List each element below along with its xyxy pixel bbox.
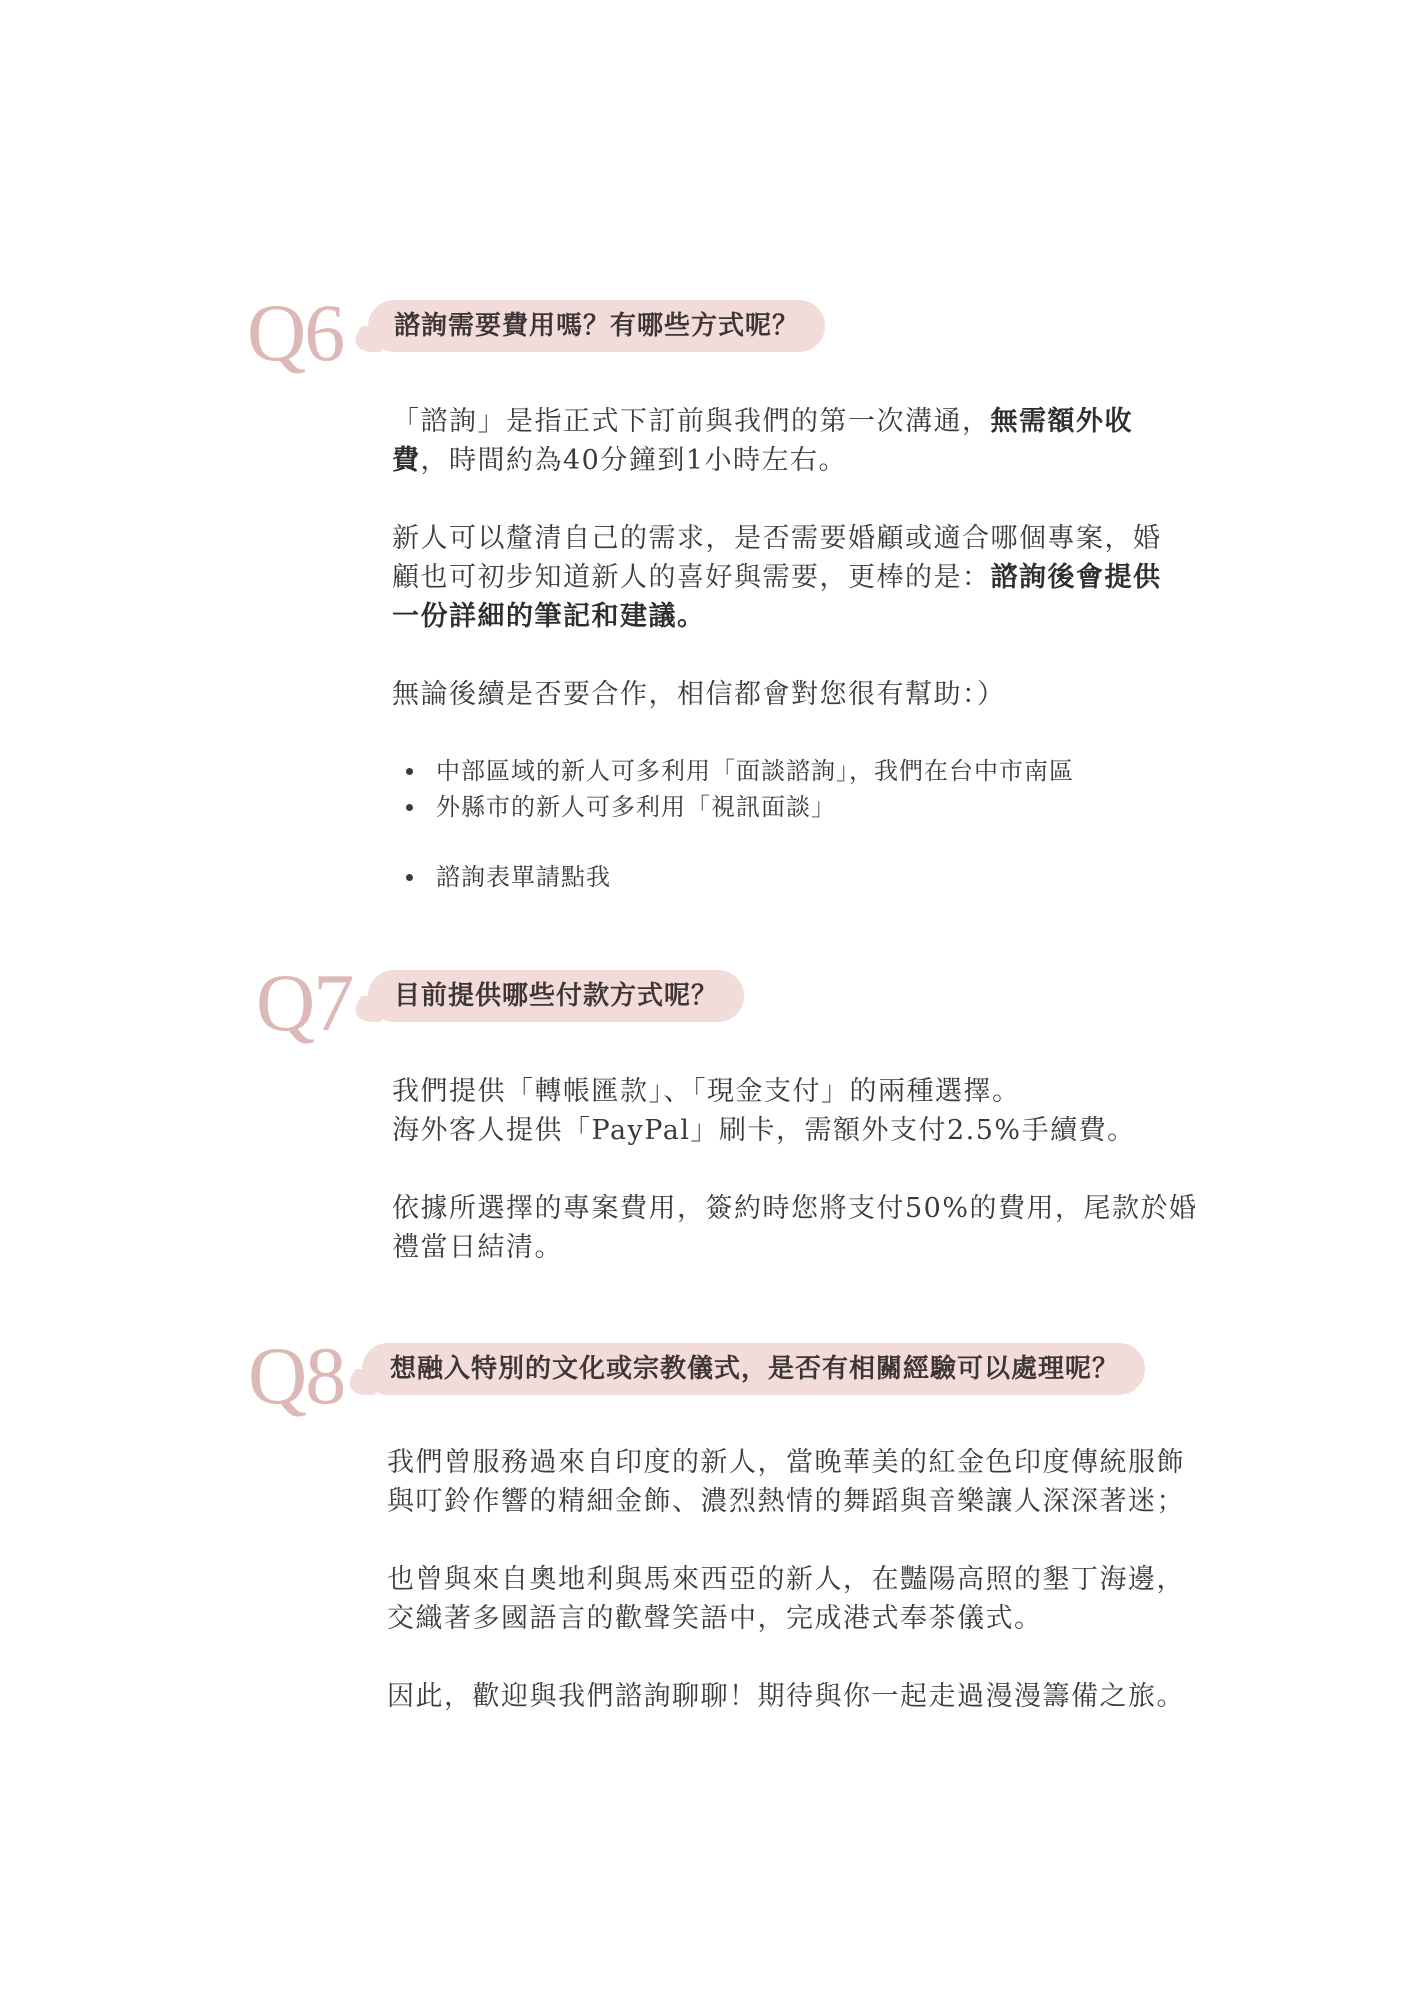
q8-paragraph-3: 因此，歡迎與我們諮詢聊聊！期待與你一起走過漫漫籌備之旅。	[387, 1681, 1185, 1712]
q7-header	[0, 957, 1414, 1050]
q8-header	[0, 1330, 1414, 1423]
q6-form-list	[392, 859, 1172, 895]
q6-question: 諮詢需要費用嗎？有哪些方式呢？	[394, 311, 800, 341]
q8-number: Q8	[248, 1330, 345, 1421]
q8-answer	[387, 1443, 1197, 1716]
q6-header	[0, 287, 1414, 380]
pill-tail	[340, 1369, 389, 1395]
q6-question-pill	[368, 300, 825, 352]
q7-answer	[392, 1072, 1212, 1267]
consultation-form-link[interactable]: 諮詢表單請點我	[392, 859, 1172, 895]
q6-paragraph-1: 「諮詢」是指正式下訂前與我們的第一次溝通，無需額外收費，時間約為40分鐘到1小時左右。	[392, 406, 1133, 476]
q8-paragraph-1: 我們曾服務過來自印度的新人，當晚華美的紅金色印度傳統服飾與叮鈴作響的精細金飾、濃烈熱情的舞蹈與音樂讓人深深著迷；	[387, 1447, 1185, 1517]
q6-paragraph-3: 無論後續是否要合作，相信都會對您很有幫助：）	[392, 679, 1006, 710]
q6-highlight-free: 無需額外收費	[392, 406, 1133, 476]
list-item: 外縣市的新人可多利用「視訊面談」	[392, 789, 1172, 825]
q7-question-pill	[368, 970, 744, 1022]
bullet-icon	[406, 874, 413, 881]
q7-paragraph-1: 我們提供「轉帳匯款」、「現金支付」的兩種選擇。 海外客人提供「PayPal」刷卡，需額外支付2.5%手續費。	[392, 1076, 1136, 1146]
q6-highlight-notes: 諮詢後會提供一份詳細的筆記和建議。	[392, 562, 1162, 632]
list-item: 中部區域的新人可多利用「面談諮詢」，我們在台中市南區	[392, 753, 1172, 789]
q7-question: 目前提供哪些付款方式呢？	[394, 981, 719, 1011]
q8-question: 想融入特別的文化或宗教儀式，是否有相關經驗可以處理呢？	[390, 1354, 1120, 1384]
q7-paragraph-2: 依據所選擇的專案費用，簽約時您將支付50%的費用，尾款於婚禮當日結清。	[392, 1193, 1198, 1263]
q8-question-pill	[362, 1343, 1145, 1395]
q6-answer	[392, 402, 1172, 895]
bullet-icon	[406, 804, 413, 811]
pill-tail	[346, 996, 395, 1022]
q6-option-list	[392, 753, 1172, 825]
q6-number: Q6	[247, 287, 344, 378]
pill-tail	[346, 326, 395, 352]
q8-paragraph-2: 也曾與來自奧地利與馬來西亞的新人，在豔陽高照的墾丁海邊，交織著多國語言的歡聲笑語中，完成港式奉茶儀式。	[387, 1564, 1185, 1634]
q7-number: Q7	[256, 957, 353, 1048]
q6-paragraph-2: 新人可以釐清自己的需求，是否需要婚顧或適合哪個專案，婚顧也可初步知道新人的喜好與需要，更棒的是：諮詢後會提供一份詳細的筆記和建議。	[392, 523, 1162, 632]
bullet-icon	[406, 768, 413, 775]
